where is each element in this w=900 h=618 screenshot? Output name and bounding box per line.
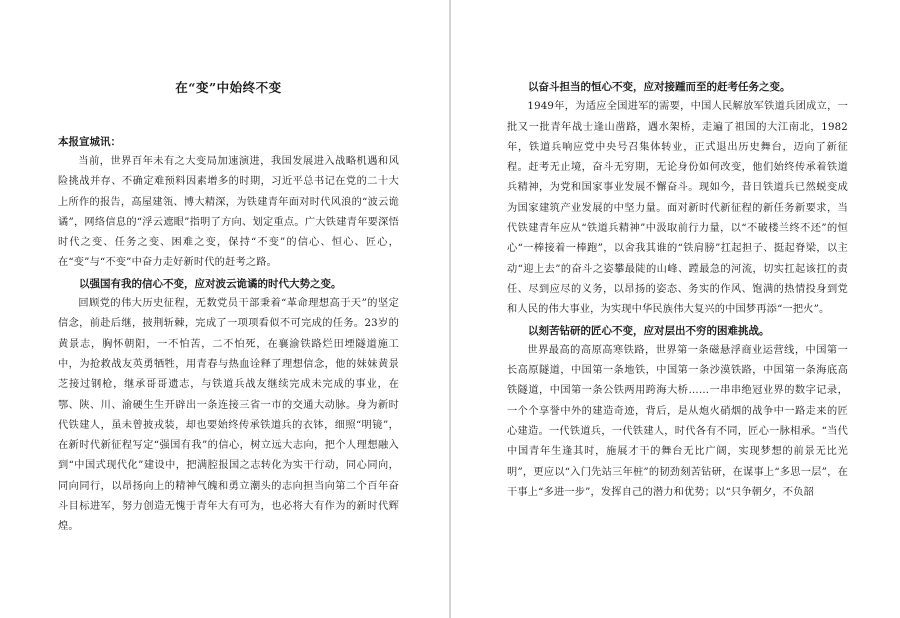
document-page-right [451,0,900,618]
section-heading-3: 以刻苦钻研的匠心不变，应对层出不穷的困难挑战。 [528,324,770,337]
section-heading-2: 以奋斗担当的恒心不变，应对接踵而至的赶考任务之变。 [528,81,791,93]
paragraph-section-1: 回顾党的伟大历史征程，无数党员干部秉着“革命理想高于天”的坚定信念，前赴后继，披荆斩棘，完成了一项项看似不可完成的任务。23岁的黄景志，胸怀朝阳，一不怕苦，二不怕死，在襄渝铁路烂田堙隧道施工中，为抢救战友英勇牺牲，用青春与热血诠释了理想信念，他的妹妹黄景芝接过钢枪，继承哥哥遗志，与铁道兵战友继续完成未完成的事业，在鄂、陕、川、渝硬生生开辟出一条连接三省一市的交通大动脉。身为新时代铁建人，虽未曾披戎装，却也要始终传承铁道兵的衣钵，细照“明镜”，在新时代新征程写定“强国有我”的信心，树立远大志向，把个人理想融入到“中国式现代化”建设中，把满腔报国之志转化为实干行动，同心同向，同向同行，以昂扬向上的精神气魄和勇立潮头的志向担当向第二个百年奋斗目标进军，努力创造无愧于青年大有可为，也必将大有作为的新时代辉煌。 [58,298,399,533]
article-title: 在“变”中始终不变 [175,80,282,95]
paragraph-section-3: 世界最高的高原高寒铁路，世界第一条磁悬浮商业运营线，中国第一长高原隧道，中国第一条地铁，中国第一条沙漠铁路，中国第一条海底高铁隧道，中国第一条公铁两用跨海大桥……一串串绝冠业界的数字记录，一个个享誉中外的建造奇迹，背后，是从炮火硝烟的战争中一路走来的匠心建造。一代铁道兵，一代铁建人，时代各有不同，匠心一脉相承。“当代中国青年生逢其时，施展才干的舞台无比广阔，实现梦想的前景无比光明”，更应以“入门先站三年桩”的韧劲刻苦钻研，在谋事上“多思一层”，在干事上“多进一步”，发挥自己的潜力和优势；以“只争朝夕，不负韶 [507,344,848,498]
paragraph-intro: 当前，世界百年未有之大变局加速演进，我国发展进入战略机遇和风险挑战并存、不确定难预料因素增多的时期，习近平总书记在党的二十大上所作的报告，高屋建瓴、博大精深，为铁建青年面对时代风浪的“波云诡谲”，网络信息的“浮云遮眼”指明了方向、划定重点。广大铁建青年要深悟时代之变、任务之变、困难之变，保持“不变”的信心、恒心、匠心，在“变”与“不变”中奋力走好新时代的赶考之路。 [58,156,399,269]
salutation: 本报宣城讯： [58,136,121,148]
paragraph-section-2: 1949年，为适应全国进军的需要，中国人民解放军铁道兵团成立，一批又一批青年战士逢山凿路，遇水架桥，走遍了祖国的大江南北，1982年，铁道兵响应党中央号召集体转业，正式退出历史舞台，迈向了新征程。赶考无止境，奋斗无穷期，无论身份如何改变，他们始终传承着铁道兵精神，为党和国家事业发展不懈奋斗。现如今，昔日铁道兵已然蜕变成为国家建筑产业发展的中坚力量。面对新时代新征程的新任务新要求，当代铁建青年应从“铁道兵精神”中汲取前行力量，以“不破楼兰终不还”的恒心“一棒接着一棒跑”，以舍我其谁的“铁肩膀”扛起担子、挺起脊梁，以主动“迎上去”的奋斗之姿攀最陡的山峰、蹚最急的河流，切实扛起该扛的责任、尽到应尽的义务，以昂扬的姿态、务实的作风、饱满的热情投身到党和人民的伟大事业，为实现中华民族伟大复兴的中国梦再添“一把火”。 [507,101,848,316]
section-heading-1: 以强国有我的信心不变，应对波云诡谲的时代大势之变。 [79,277,342,290]
document-page-left [0,0,449,618]
